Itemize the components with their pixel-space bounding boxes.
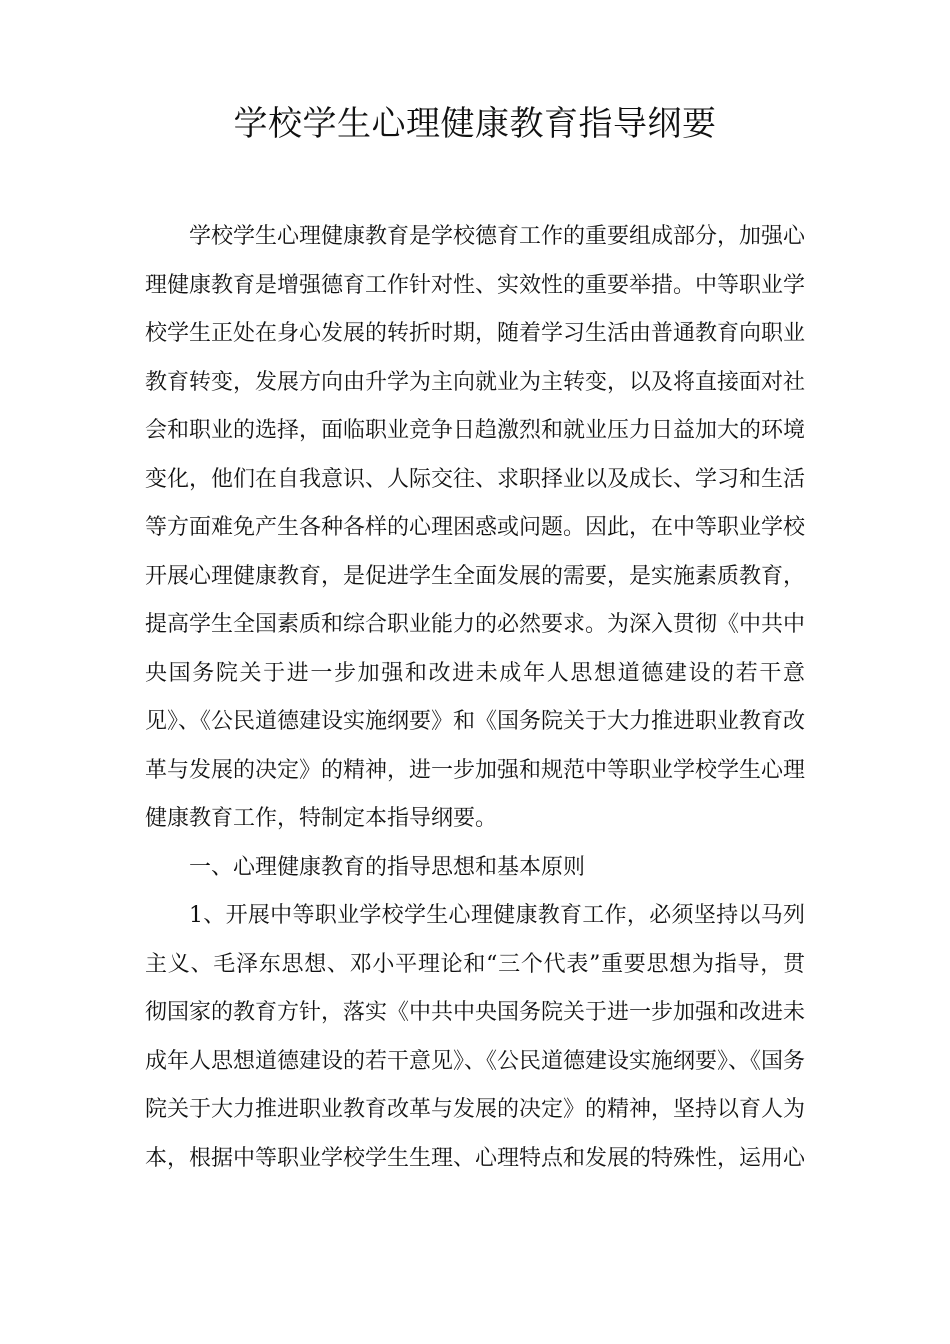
document-title: 学校学生心理健康教育指导纲要 (233, 104, 717, 144)
section-heading-1: 一、心理健康教育的指导思想和基本原则 (189, 854, 586, 880)
paragraph-item-1: 1、开展中等职业学校学生心理健康教育工作，必须坚持以马列主义、毛泽东思想、邓小平理论和“三个代表”重要思想为指导，贯彻国家的教育方针，落实《中共中央国务院关于进一步加强和改进未成年人思想道德建设的若干意见》、《公民道德建设实施纲要》、《国务院关于大力推进职业教育改革与发展的决定》的精神，坚持以育人为本，根据中等职业学校学生生理、心理特点和发展的特殊性，运用心 (145, 903, 806, 1171)
document-body (145, 213, 805, 1183)
paragraph-intro: 学校学生心理健康教育是学校德育工作的重要组成部分，加强心理健康教育是增强德育工作针对性、实效性的重要举措。中等职业学校学生正处在身心发展的转折时期，随着学习生活由普通教育向职业教育转变，发展方向由升学为主向就业为主转变，以及将直接面对社会和职业的选择，面临职业竞争日趋激烈和就业压力日益加大的环境变化，他们在自我意识、人际交往、求职择业以及成长、学习和生活等方面难免产生各种各样的心理困惑或问题。因此，在中等职业学校开展心理健康教育，是促进学生全面发展的需要，是实施素质教育，提高学生全国素质和综合职业能力的必然要求。为深入贯彻《中共中央国务院关于进一步加强和改进未成年人思想道德建设的若干意见》、《公民道德建设实施纲要》和《国务院关于大力推进职业教育改革与发展的决定》的精神，进一步加强和规范中等职业学校学生心理健康教育工作，特制定本指导纲要。 (145, 224, 806, 831)
